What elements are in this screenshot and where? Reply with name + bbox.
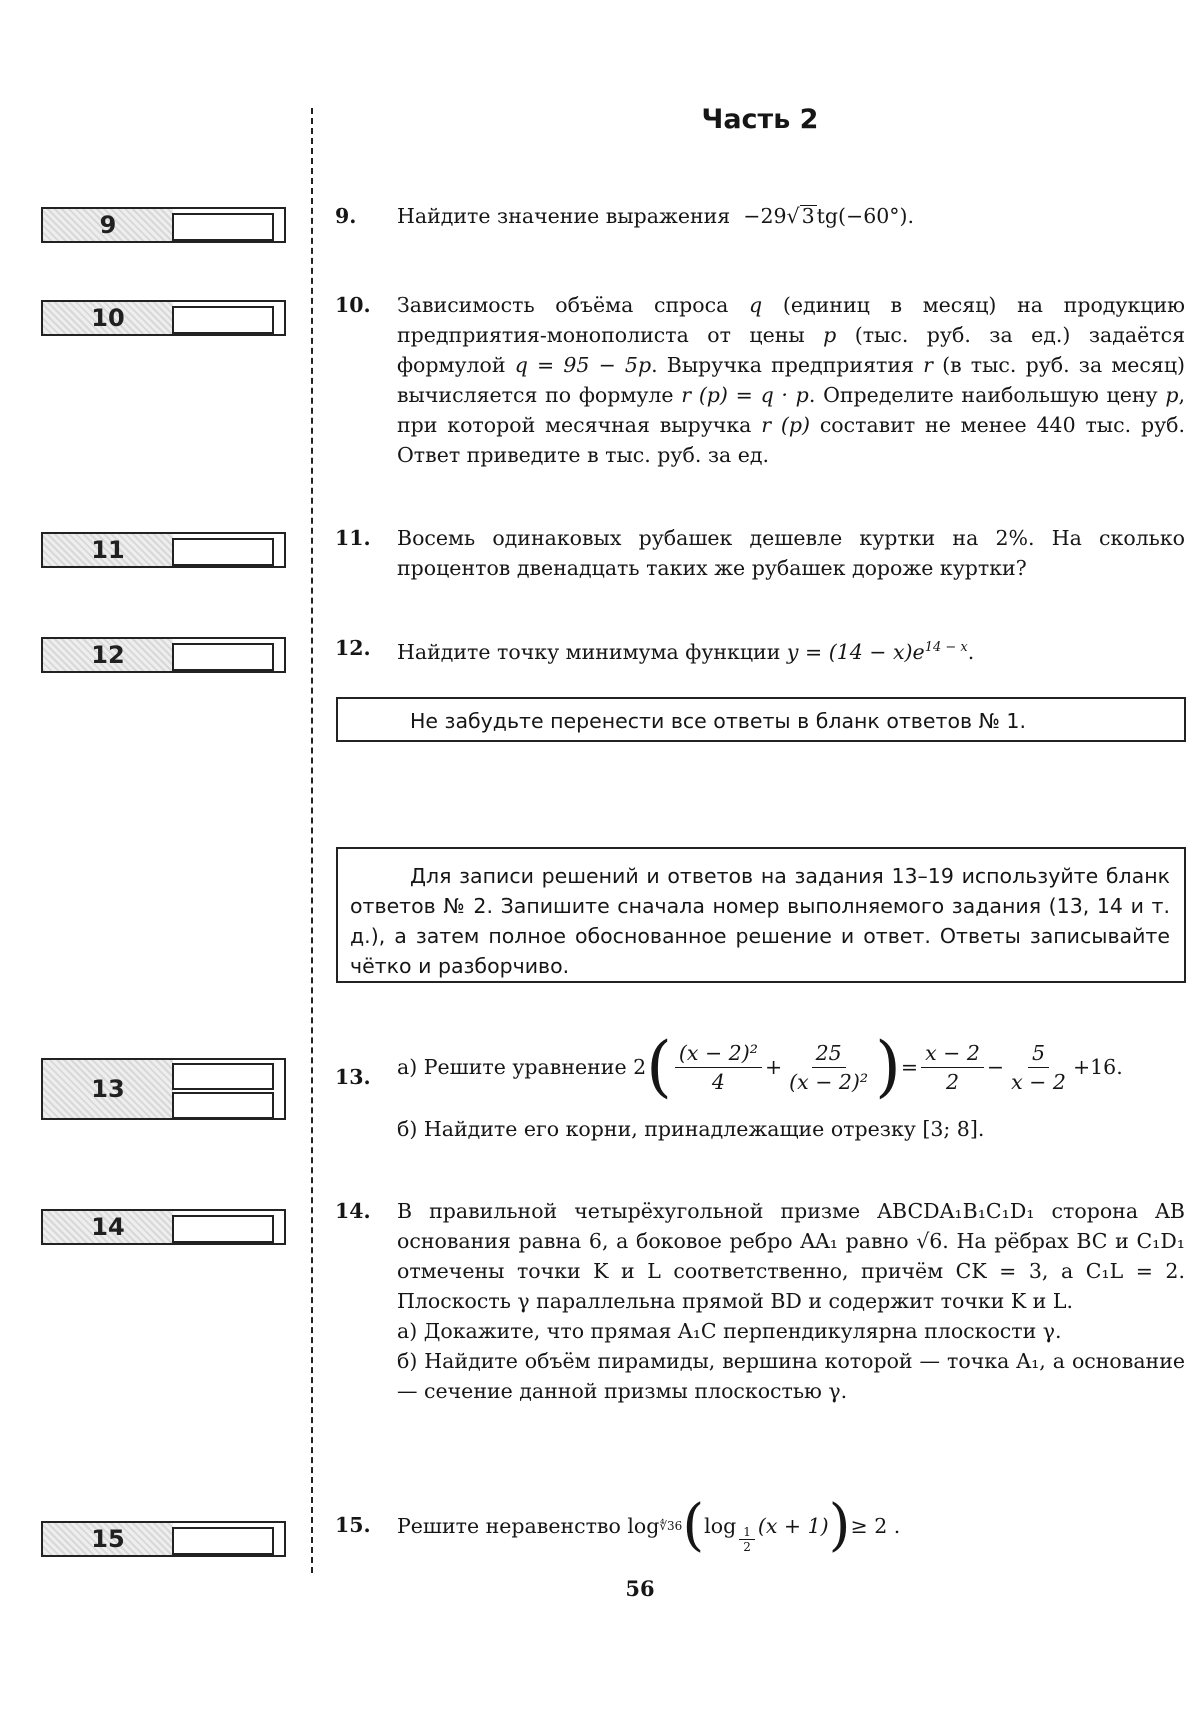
sqrt-radicand: 3	[801, 204, 815, 228]
answer-box-number: 10	[43, 302, 173, 334]
task-number: 11.	[335, 526, 371, 550]
task-body	[397, 1196, 1185, 1406]
paren-open: (	[646, 1028, 672, 1105]
answer-box-10	[41, 300, 286, 336]
task-number: 9.	[335, 204, 357, 228]
notice-transfer-answers: Не забудьте перенести все ответы в бланк ответов № 1.	[336, 697, 1186, 742]
formula-r: r (p) = q · p	[681, 383, 809, 407]
answer-box-number: 9	[43, 209, 173, 241]
expression-coefficient: −29	[743, 204, 787, 228]
fraction-denominator: (x − 2)²	[789, 1069, 869, 1094]
task-text: Решите неравенство	[397, 1514, 621, 1538]
task-12	[335, 633, 1185, 669]
inequality-tail: ≥ 2 .	[850, 1514, 901, 1538]
variable-p: p	[1165, 383, 1179, 407]
answer-box-number: 13	[43, 1060, 173, 1118]
fraction-denominator: 2	[743, 1539, 751, 1554]
fraction-denominator: x − 2	[1011, 1069, 1066, 1094]
answer-box-13	[41, 1058, 286, 1120]
part-b: б) Найдите объём пирамиды, вершина которой — точка A₁, а основание — сечение данной призмы плоскостью γ.	[397, 1349, 1185, 1403]
fraction-numerator: 5	[1028, 1039, 1049, 1068]
formula-exponent: 14 − x	[924, 640, 968, 655]
task-10	[335, 290, 1185, 470]
answer-box-9	[41, 207, 286, 243]
plus-sign: +	[764, 1055, 783, 1079]
answer-field[interactable]	[172, 1527, 274, 1555]
text-segment: составит не менее 440 тыс. руб. Ответ приведите в тыс. руб. за ед.	[397, 413, 1185, 467]
formula-q: q = 95 − 5p	[514, 353, 652, 377]
task-number: 10.	[335, 293, 371, 317]
equation-line	[397, 1028, 1185, 1106]
expression	[737, 204, 914, 228]
paren-close: )	[875, 1028, 901, 1105]
expression-rest: tg(−60°).	[816, 204, 915, 228]
answer-field-b[interactable]	[172, 1092, 274, 1119]
answer-box-14	[41, 1209, 286, 1245]
task-9	[335, 201, 1185, 233]
text-segment: Зависимость объёма спроса	[397, 293, 750, 317]
log-inner-base	[739, 1525, 755, 1554]
answer-box-number: 12	[43, 639, 173, 671]
task-11	[335, 523, 1185, 585]
fraction-numerator: x − 2	[921, 1039, 984, 1068]
notice-answer-sheet-2: Для записи решений и ответов на задания 13–19 используйте бланк ответов № 2. Запишите сначала номер выполняемого задания (13, 14 и т. д.), а затем полное обоснованное решение и ответ. Ответы записывайте чётко и разборчиво.	[336, 847, 1186, 983]
variable-r: r	[923, 353, 933, 377]
answer-field[interactable]	[172, 538, 274, 566]
answer-field[interactable]	[172, 1215, 274, 1243]
fraction-denominator: 2	[945, 1069, 960, 1094]
task-text: Найдите значение выражения	[397, 204, 731, 228]
part-b: б) Найдите его корни, принадлежащие отрезку [3; 8].	[397, 1117, 985, 1141]
task-text: Найдите точку минимума функции	[397, 639, 787, 664]
text-segment: (тыс. руб. за ед.) задаётся формулой	[397, 323, 1185, 377]
text-segment: . Определите наибольшую цену	[808, 383, 1166, 407]
formula: y = (14 − x)e	[786, 639, 925, 664]
minus-sign: −	[986, 1055, 1005, 1079]
log-inner: log	[704, 1514, 737, 1538]
page-number: 56	[625, 1576, 655, 1601]
task-number: 14.	[335, 1199, 371, 1223]
cut-line	[311, 108, 313, 1573]
paren-open: (	[682, 1493, 705, 1558]
fraction-numerator: 1	[739, 1525, 755, 1540]
equals-sign: =	[900, 1055, 919, 1079]
coefficient: 2	[633, 1055, 647, 1079]
fraction-1	[675, 1039, 762, 1096]
answer-box-12	[41, 637, 286, 673]
text-segment: , при которой месячная выручка	[397, 383, 1185, 437]
task-body	[397, 523, 1185, 583]
task-body	[397, 633, 1185, 667]
fraction-numerator: (x − 2)²	[675, 1039, 762, 1068]
answer-box-number: 14	[43, 1211, 173, 1243]
part-title: Часть 2	[701, 104, 819, 135]
answer-box-15	[41, 1521, 286, 1557]
answer-field[interactable]	[172, 213, 274, 241]
fraction-3	[921, 1039, 984, 1096]
task-body	[397, 290, 1185, 470]
equation-tail: +16.	[1072, 1055, 1123, 1079]
log-outer: log	[627, 1514, 660, 1538]
formula-tail: .	[967, 639, 975, 664]
task-body	[397, 1490, 1185, 1562]
answer-field[interactable]	[172, 306, 274, 334]
task-text: Восемь одинаковых рубашек дешевле куртки на 2%. На сколько процентов двенадцать таких же рубашек дороже куртки?	[397, 526, 1185, 580]
answer-box-11	[41, 532, 286, 568]
paren-close: )	[828, 1493, 851, 1558]
part-a-label: а) Решите уравнение	[397, 1055, 627, 1079]
variable-p: p	[823, 323, 837, 347]
task-14	[335, 1196, 1185, 1446]
answer-box-number: 11	[43, 534, 173, 566]
answer-field-a[interactable]	[172, 1063, 274, 1090]
fraction-numerator: 25	[812, 1039, 846, 1068]
variable-q: q	[749, 293, 763, 317]
text-segment: (в тыс. руб. за месяц) вычисляется по формуле	[397, 353, 1186, 407]
fraction-2	[785, 1039, 872, 1096]
task-number: 12.	[335, 636, 371, 660]
task-number: 15.	[335, 1513, 371, 1537]
fraction-denominator: 4	[711, 1069, 725, 1094]
formula-rp: r (p)	[761, 413, 810, 437]
part-a: а) Докажите, что прямая A₁C перпендикулярна плоскости γ.	[397, 1319, 1062, 1343]
fraction-4	[1007, 1039, 1070, 1096]
task-15	[335, 1490, 1185, 1570]
answer-field[interactable]	[172, 643, 274, 671]
sqrt-sign: √	[786, 204, 800, 228]
text-segment: . Выручка предприятия	[651, 353, 924, 377]
task-body	[397, 1028, 1185, 1144]
log-outer-base: ∜36	[659, 1519, 683, 1533]
task-number: 13.	[335, 1065, 371, 1089]
text-segment: (единиц в месяц) на продукцию предприятия-монополиста от цены	[397, 293, 1185, 347]
task-text: В правильной четырёхугольной призме ABCDA₁B₁C₁D₁ сторона AB основания равна 6, а боковое ребро AA₁ равно √6. На рёбрах BC и C₁D₁ отмечены точки K и L соответственно, причём CK = 3, а C₁L = 2. Плоскость γ параллельна прямой BD и содержит точки K и L.	[397, 1199, 1185, 1313]
task-13	[335, 1028, 1185, 1148]
task-text	[397, 290, 1185, 470]
task-body	[397, 201, 1185, 231]
log-argument: (x + 1)	[757, 1514, 829, 1538]
answer-box-number: 15	[43, 1523, 173, 1555]
